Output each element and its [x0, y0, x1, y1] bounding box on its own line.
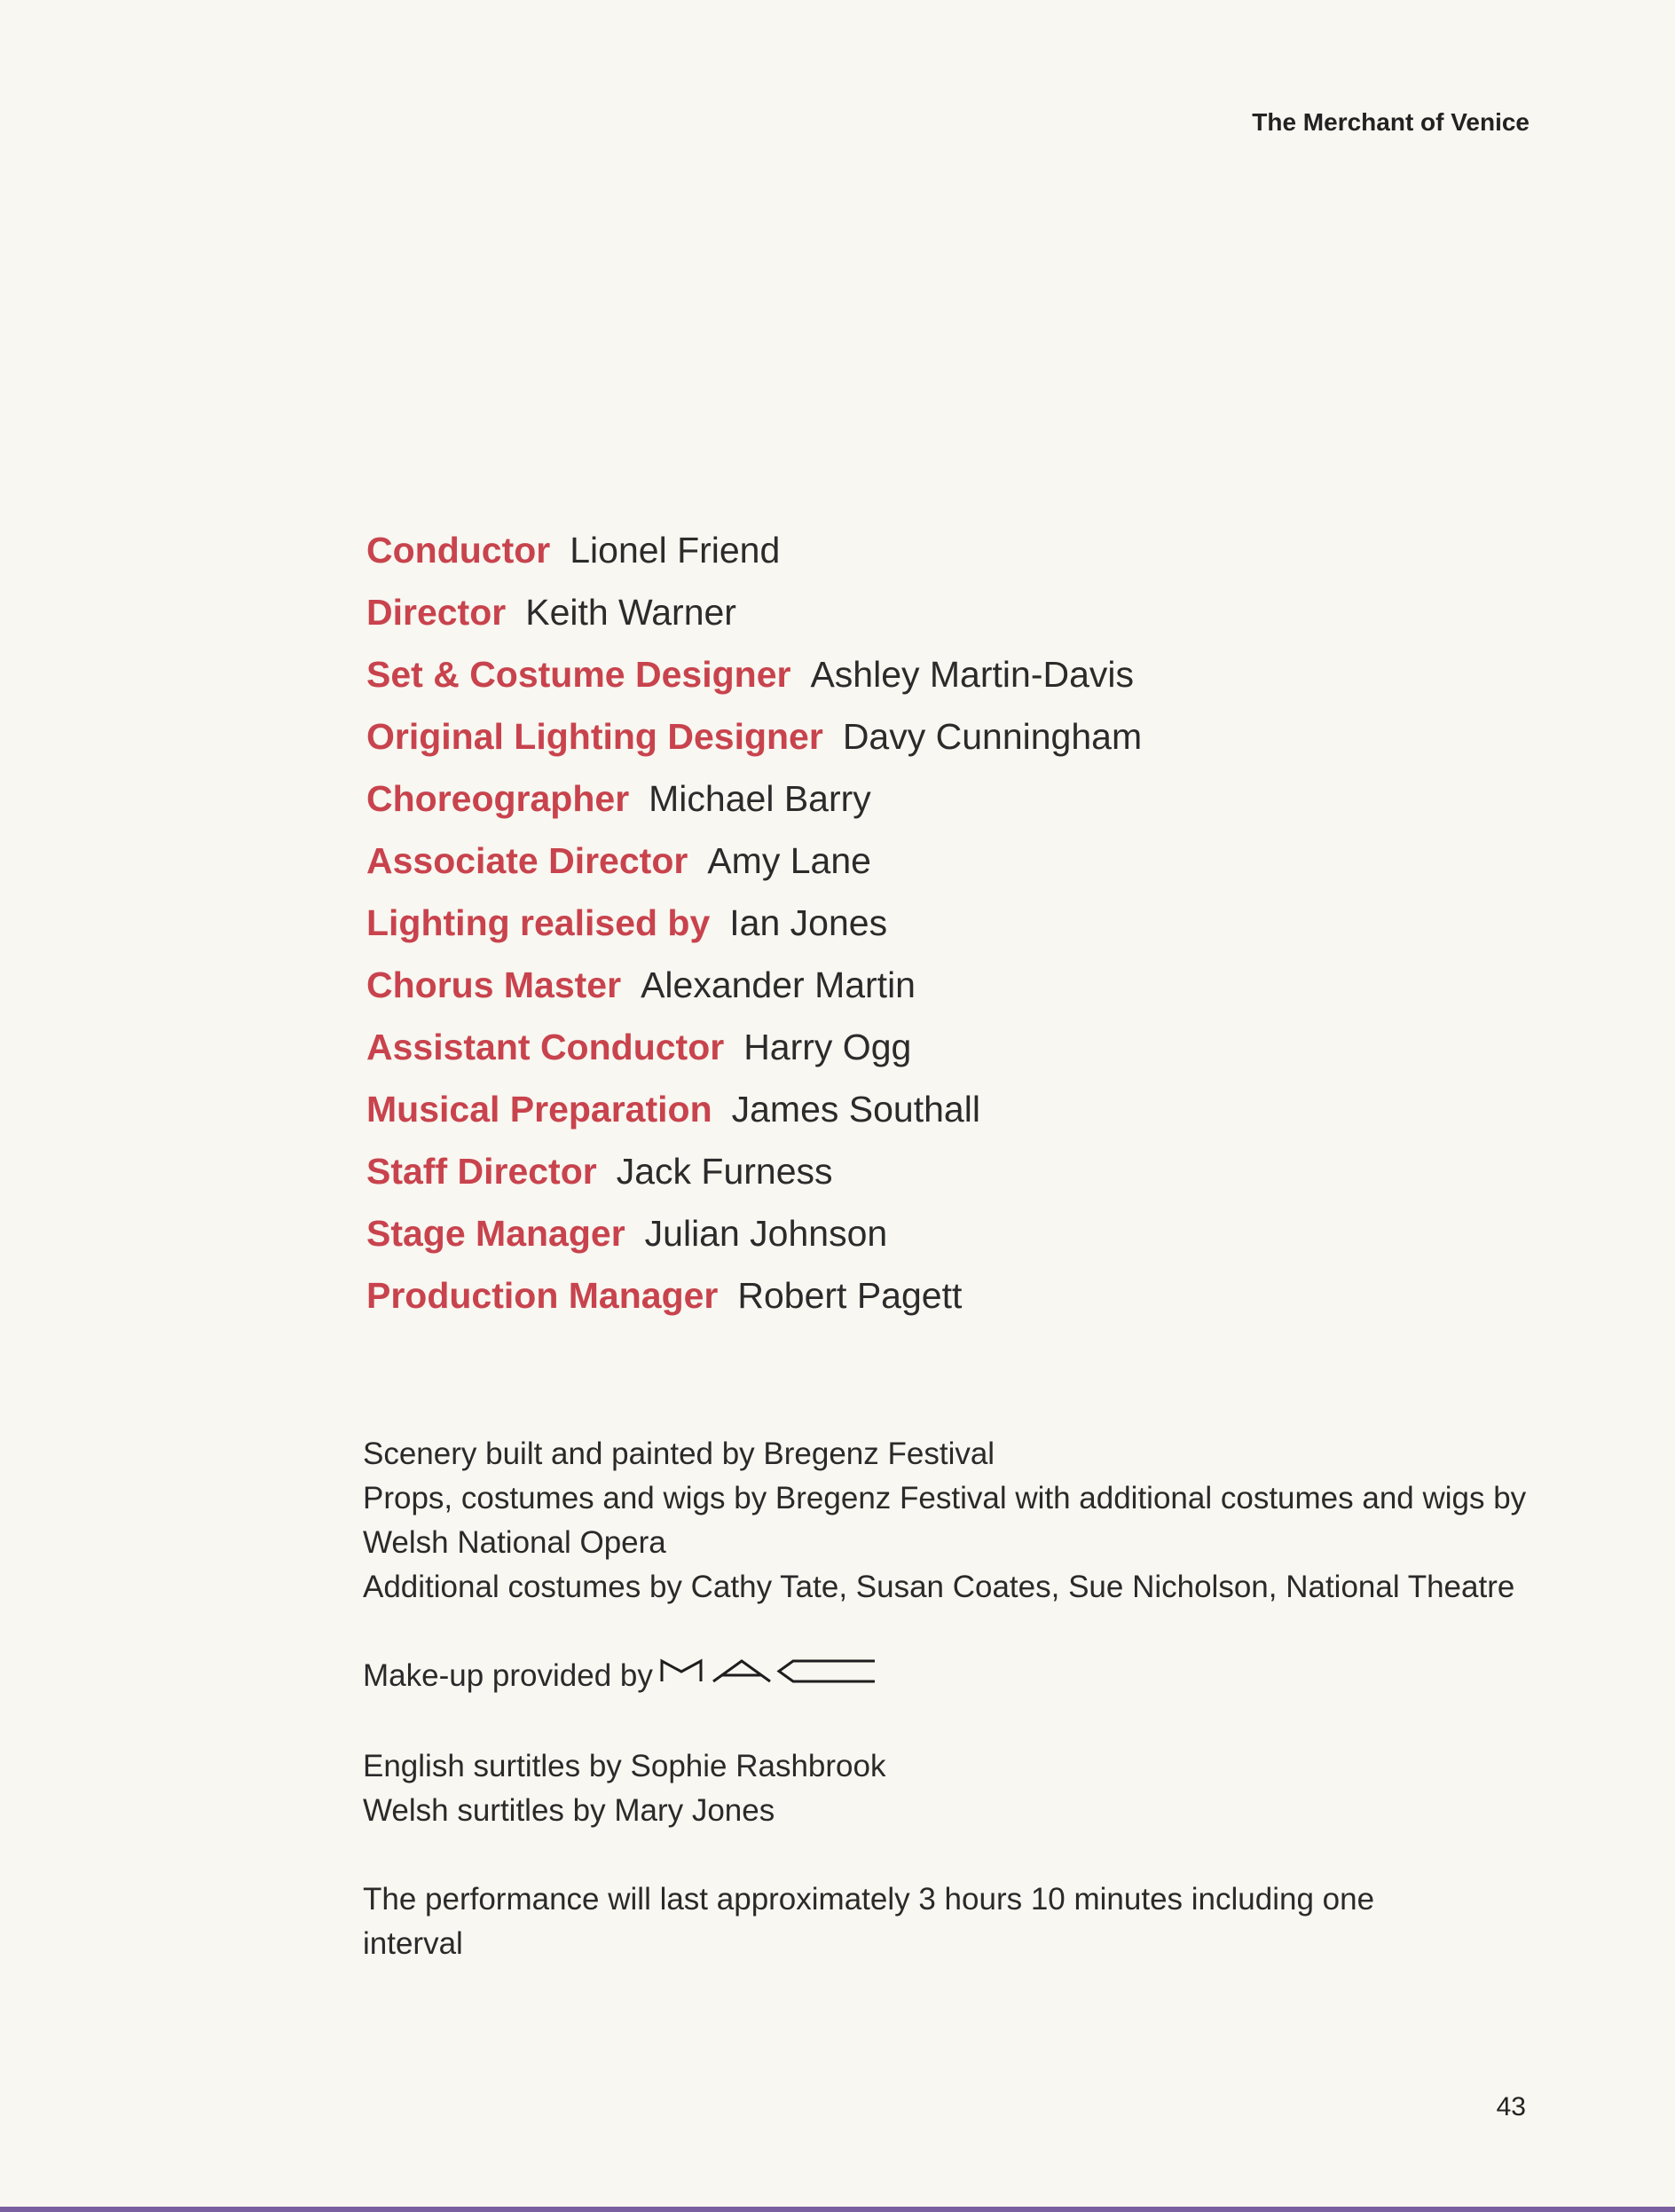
additional-costumes-note: Additional costumes by Cathy Tate, Susan Coates, Sue Nicholson, National Theatre [363, 1570, 1515, 1604]
credit-name: Robert Pagett [737, 1275, 963, 1316]
credit-name: Amy Lane [707, 840, 871, 881]
credit-row [366, 1082, 1342, 1145]
scenery-note: Scenery built and painted by Bregenz Festival [363, 1437, 995, 1471]
credit-role: Lighting realised by [366, 902, 711, 943]
credit-name: Alexander Martin [641, 964, 916, 1005]
running-title: The Merchant of Venice [1252, 108, 1530, 136]
credit-name: Jack Furness [616, 1151, 833, 1192]
credit-role: Associate Director [366, 840, 688, 881]
credit-role: Stage Manager [366, 1213, 625, 1254]
credit-row [366, 772, 1342, 834]
page-edge [0, 2207, 1675, 2212]
duration-note: The performance will last approximately 3 hours 10 minutes including one interval [363, 1881, 1375, 1961]
credit-role: Staff Director [366, 1151, 597, 1192]
credit-row [366, 958, 1342, 1020]
credit-name: Lionel Friend [570, 530, 781, 571]
credits-list [366, 523, 1342, 1331]
mac-logo-icon [660, 1652, 877, 1696]
credit-row [366, 586, 1342, 648]
credit-name: Ian Jones [729, 902, 888, 943]
credit-row [366, 896, 1342, 958]
credit-name: Julian Johnson [644, 1213, 888, 1254]
production-notes [363, 1432, 1543, 1966]
page-number: 43 [1496, 2092, 1526, 2121]
english-surtitles-note: English surtitles by Sophie Rashbrook [363, 1748, 886, 1783]
credit-row [366, 1145, 1342, 1207]
makeup-line [363, 1654, 1543, 1700]
makeup-note: Make-up provided by [363, 1658, 653, 1693]
credit-role: Set & Costume Designer [366, 654, 791, 695]
credit-role: Choreographer [366, 778, 630, 819]
props-note: Props, costumes and wigs by Bregenz Festival with additional costumes and wigs by Welsh National Opera [363, 1481, 1527, 1560]
credit-row [366, 834, 1342, 896]
credit-row [366, 523, 1342, 586]
credit-role: Musical Preparation [366, 1089, 712, 1130]
credit-role: Original Lighting Designer [366, 716, 823, 757]
credit-role: Conductor [366, 530, 551, 571]
credit-role: Production Manager [366, 1275, 719, 1316]
credit-row [366, 1207, 1342, 1269]
credit-row [366, 1269, 1342, 1331]
credit-role: Director [366, 592, 507, 633]
credit-name: Michael Barry [649, 778, 871, 819]
credit-row [366, 710, 1342, 772]
credit-name: Davy Cunningham [842, 716, 1143, 757]
credit-row [366, 648, 1342, 710]
welsh-surtitles-note: Welsh surtitles by Mary Jones [363, 1792, 775, 1828]
credit-name: Ashley Martin-Davis [810, 654, 1134, 695]
credit-name: James Southall [731, 1089, 980, 1130]
credit-role: Chorus Master [366, 964, 622, 1005]
credit-name: Keith Warner [525, 592, 736, 633]
credit-row [366, 1020, 1342, 1082]
credit-role: Assistant Conductor [366, 1027, 725, 1067]
credit-name: Harry Ogg [743, 1027, 912, 1067]
